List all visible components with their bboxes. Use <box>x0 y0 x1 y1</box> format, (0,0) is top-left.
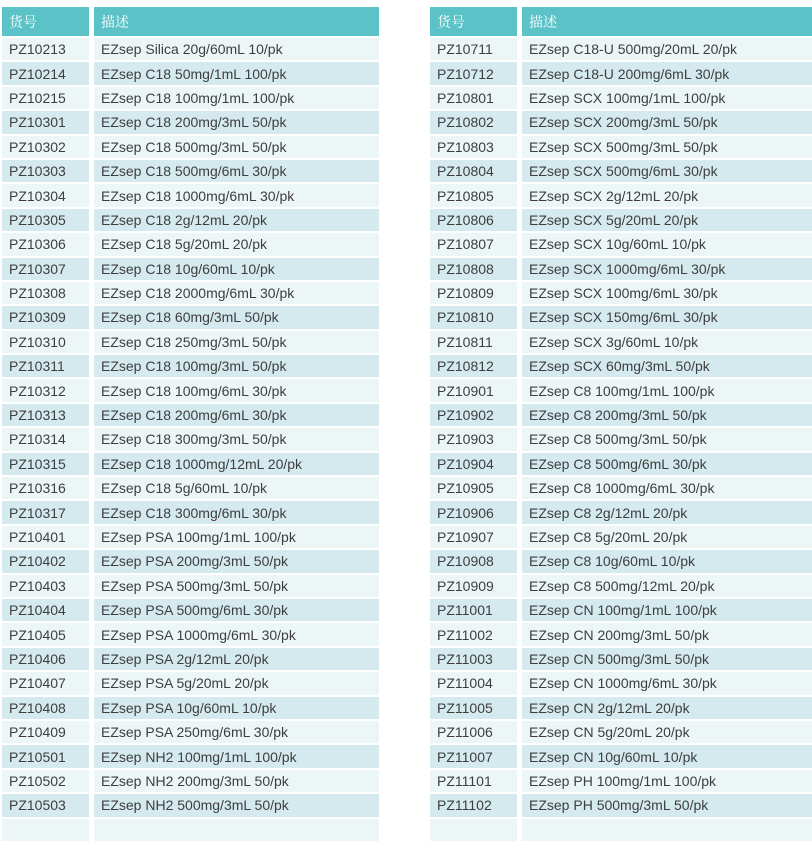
product-description-cell: EZsep C18-U 500mg/20mL 20/pk <box>522 38 812 60</box>
product-description-cell: EZsep C8 500mg/3mL 50/pk <box>522 428 812 450</box>
product-code-cell: PZ10304 <box>2 184 89 206</box>
product-description-cell: EZsep C8 500mg/6mL 30/pk <box>522 453 812 475</box>
product-description-cell: EZsep C8 5g/20mL 20/pk <box>522 526 812 548</box>
product-code-cell: PZ11007 <box>430 745 517 767</box>
product-description-cell: EZsep C18 200mg/6mL 30/pk <box>94 404 379 426</box>
product-description-cell: EZsep C8 2g/12mL 20/pk <box>522 501 812 523</box>
product-code-cell: PZ10405 <box>2 623 89 645</box>
product-code-cell: PZ10301 <box>2 111 89 133</box>
product-code-cell: PZ10409 <box>2 721 89 743</box>
product-code-cell: PZ10804 <box>430 160 517 182</box>
catalog-table-left <box>2 7 379 841</box>
product-description-cell: EZsep PSA 1000mg/6mL 30/pk <box>94 623 379 645</box>
product-code-cell: PZ10810 <box>430 306 517 328</box>
column-header-code: 货号 <box>2 7 89 36</box>
product-description-cell: EZsep PSA 250mg/6mL 30/pk <box>94 721 379 743</box>
product-code-cell: PZ10302 <box>2 136 89 158</box>
product-description-cell: EZsep CN 2g/12mL 20/pk <box>522 697 812 719</box>
product-description-cell: EZsep C18 100mg/6mL 30/pk <box>94 379 379 401</box>
product-description-cell: EZsep SCX 100mg/6mL 30/pk <box>522 282 812 304</box>
product-description-cell: EZsep C18-U 200mg/6mL 30/pk <box>522 62 812 84</box>
product-code-cell: PZ10305 <box>2 209 89 231</box>
product-code-cell: PZ10306 <box>2 233 89 255</box>
product-description-cell: EZsep CN 500mg/3mL 50/pk <box>522 648 812 670</box>
product-description-cell: EZsep SCX 10g/60mL 10/pk <box>522 233 812 255</box>
product-code-cell: PZ10808 <box>430 258 517 280</box>
product-code-cell: PZ10303 <box>2 160 89 182</box>
product-code-cell: PZ10803 <box>430 136 517 158</box>
product-description-cell: EZsep NH2 500mg/3mL 50/pk <box>94 794 379 816</box>
product-code-cell: PZ10711 <box>430 38 517 60</box>
product-code-cell: PZ10312 <box>2 379 89 401</box>
product-code-cell: PZ10906 <box>430 501 517 523</box>
product-code-cell: PZ10311 <box>2 355 89 377</box>
product-description-cell: EZsep C8 10g/60mL 10/pk <box>522 550 812 572</box>
product-description-cell: EZsep C18 100mg/1mL 100/pk <box>94 87 379 109</box>
product-description-cell: EZsep PH 500mg/3mL 50/pk <box>522 794 812 816</box>
product-code-cell: PZ10404 <box>2 599 89 621</box>
product-code-cell: PZ11102 <box>430 794 517 816</box>
product-description-cell: EZsep PSA 2g/12mL 20/pk <box>94 648 379 670</box>
product-code-cell: PZ10802 <box>430 111 517 133</box>
product-description-cell: EZsep SCX 5g/20mL 20/pk <box>522 209 812 231</box>
product-description-cell: EZsep SCX 60mg/3mL 50/pk <box>522 355 812 377</box>
product-code-cell: PZ10314 <box>2 428 89 450</box>
product-description-cell: EZsep C18 1000mg/12mL 20/pk <box>94 453 379 475</box>
product-description-cell: EZsep C18 250mg/3mL 50/pk <box>94 331 379 353</box>
catalog-table-right <box>430 7 812 841</box>
product-description-cell: EZsep C18 60mg/3mL 50/pk <box>94 306 379 328</box>
product-code-cell: PZ10712 <box>430 62 517 84</box>
partial-row-description-cell <box>522 819 812 841</box>
product-description-cell: EZsep PSA 5g/20mL 20/pk <box>94 672 379 694</box>
product-description-cell: EZsep C18 300mg/3mL 50/pk <box>94 428 379 450</box>
product-code-cell: PZ10901 <box>430 379 517 401</box>
product-code-cell: PZ10903 <box>430 428 517 450</box>
product-description-cell: EZsep SCX 100mg/1mL 100/pk <box>522 87 812 109</box>
product-code-cell: PZ10316 <box>2 477 89 499</box>
product-description-cell: EZsep CN 100mg/1mL 100/pk <box>522 599 812 621</box>
product-code-cell: PZ10307 <box>2 258 89 280</box>
product-description-cell: EZsep PSA 10g/60mL 10/pk <box>94 697 379 719</box>
product-code-cell: PZ11101 <box>430 770 517 792</box>
product-code-cell: PZ11002 <box>430 623 517 645</box>
partial-row-code-cell <box>2 819 89 841</box>
product-description-cell: EZsep C18 10g/60mL 10/pk <box>94 258 379 280</box>
product-code-cell: PZ10317 <box>2 501 89 523</box>
product-description-cell: EZsep SCX 3g/60mL 10/pk <box>522 331 812 353</box>
product-code-cell: PZ10403 <box>2 575 89 597</box>
product-description-cell: EZsep C18 5g/60mL 10/pk <box>94 477 379 499</box>
product-description-cell: EZsep SCX 500mg/3mL 50/pk <box>522 136 812 158</box>
product-description-cell: EZsep C8 500mg/12mL 20/pk <box>522 575 812 597</box>
column-header-description: 描述 <box>94 7 379 36</box>
product-description-cell: EZsep C18 5g/20mL 20/pk <box>94 233 379 255</box>
product-description-cell: EZsep Silica 20g/60mL 10/pk <box>94 38 379 60</box>
product-code-cell: PZ10908 <box>430 550 517 572</box>
product-code-cell: PZ10310 <box>2 331 89 353</box>
product-description-cell: EZsep CN 200mg/3mL 50/pk <box>522 623 812 645</box>
product-code-cell: PZ10502 <box>2 770 89 792</box>
product-description-cell: EZsep NH2 200mg/3mL 50/pk <box>94 770 379 792</box>
product-code-cell: PZ10801 <box>430 87 517 109</box>
product-code-cell: PZ11003 <box>430 648 517 670</box>
product-table <box>430 7 812 841</box>
product-description-cell: EZsep PSA 200mg/3mL 50/pk <box>94 550 379 572</box>
product-code-cell: PZ10905 <box>430 477 517 499</box>
product-description-cell: EZsep CN 10g/60mL 10/pk <box>522 745 812 767</box>
product-description-cell: EZsep C18 2g/12mL 20/pk <box>94 209 379 231</box>
product-code-cell: PZ10501 <box>2 745 89 767</box>
product-code-cell: PZ10308 <box>2 282 89 304</box>
product-code-cell: PZ10406 <box>2 648 89 670</box>
partial-row-code-cell <box>430 819 517 841</box>
product-code-cell: PZ10402 <box>2 550 89 572</box>
product-code-cell: PZ10805 <box>430 184 517 206</box>
product-description-cell: EZsep C18 200mg/3mL 50/pk <box>94 111 379 133</box>
product-description-cell: EZsep C18 100mg/3mL 50/pk <box>94 355 379 377</box>
product-description-cell: EZsep PSA 100mg/1mL 100/pk <box>94 526 379 548</box>
product-description-cell: EZsep C18 50mg/1mL 100/pk <box>94 62 379 84</box>
product-code-cell: PZ10313 <box>2 404 89 426</box>
product-code-cell: PZ10213 <box>2 38 89 60</box>
column-header-code: 货号 <box>430 7 517 36</box>
product-code-cell: PZ10315 <box>2 453 89 475</box>
product-code-cell: PZ10902 <box>430 404 517 426</box>
product-description-cell: EZsep C18 500mg/6mL 30/pk <box>94 160 379 182</box>
product-description-cell: EZsep SCX 1000mg/6mL 30/pk <box>522 258 812 280</box>
product-code-cell: PZ11006 <box>430 721 517 743</box>
product-code-cell: PZ10907 <box>430 526 517 548</box>
product-code-cell: PZ11004 <box>430 672 517 694</box>
product-description-cell: EZsep SCX 150mg/6mL 30/pk <box>522 306 812 328</box>
product-code-cell: PZ10809 <box>430 282 517 304</box>
product-code-cell: PZ10407 <box>2 672 89 694</box>
product-description-cell: EZsep C8 1000mg/6mL 30/pk <box>522 477 812 499</box>
product-code-cell: PZ10215 <box>2 87 89 109</box>
product-code-cell: PZ10812 <box>430 355 517 377</box>
product-description-cell: EZsep SCX 200mg/3mL 50/pk <box>522 111 812 133</box>
product-description-cell: EZsep CN 1000mg/6mL 30/pk <box>522 672 812 694</box>
product-code-cell: PZ11001 <box>430 599 517 621</box>
product-description-cell: EZsep SCX 2g/12mL 20/pk <box>522 184 812 206</box>
product-description-cell: EZsep C18 500mg/3mL 50/pk <box>94 136 379 158</box>
product-description-cell: EZsep PSA 500mg/3mL 50/pk <box>94 575 379 597</box>
product-code-cell: PZ10811 <box>430 331 517 353</box>
product-description-cell: EZsep C8 100mg/1mL 100/pk <box>522 379 812 401</box>
product-description-cell: EZsep C18 300mg/6mL 30/pk <box>94 501 379 523</box>
product-description-cell: EZsep NH2 100mg/1mL 100/pk <box>94 745 379 767</box>
product-description-cell: EZsep CN 5g/20mL 20/pk <box>522 721 812 743</box>
product-description-cell: EZsep PH 100mg/1mL 100/pk <box>522 770 812 792</box>
product-code-cell: PZ10807 <box>430 233 517 255</box>
partial-row-description-cell <box>94 819 379 841</box>
product-code-cell: PZ11005 <box>430 697 517 719</box>
product-code-cell: PZ10214 <box>2 62 89 84</box>
product-description-cell: EZsep PSA 500mg/6mL 30/pk <box>94 599 379 621</box>
product-description-cell: EZsep C18 1000mg/6mL 30/pk <box>94 184 379 206</box>
product-table <box>2 7 379 841</box>
product-description-cell: EZsep C8 200mg/3mL 50/pk <box>522 404 812 426</box>
product-code-cell: PZ10408 <box>2 697 89 719</box>
product-description-cell: EZsep C18 2000mg/6mL 30/pk <box>94 282 379 304</box>
product-code-cell: PZ10806 <box>430 209 517 231</box>
product-code-cell: PZ10909 <box>430 575 517 597</box>
product-code-cell: PZ10904 <box>430 453 517 475</box>
product-code-cell: PZ10503 <box>2 794 89 816</box>
column-header-description: 描述 <box>522 7 812 36</box>
product-code-cell: PZ10309 <box>2 306 89 328</box>
product-code-cell: PZ10401 <box>2 526 89 548</box>
product-description-cell: EZsep SCX 500mg/6mL 30/pk <box>522 160 812 182</box>
